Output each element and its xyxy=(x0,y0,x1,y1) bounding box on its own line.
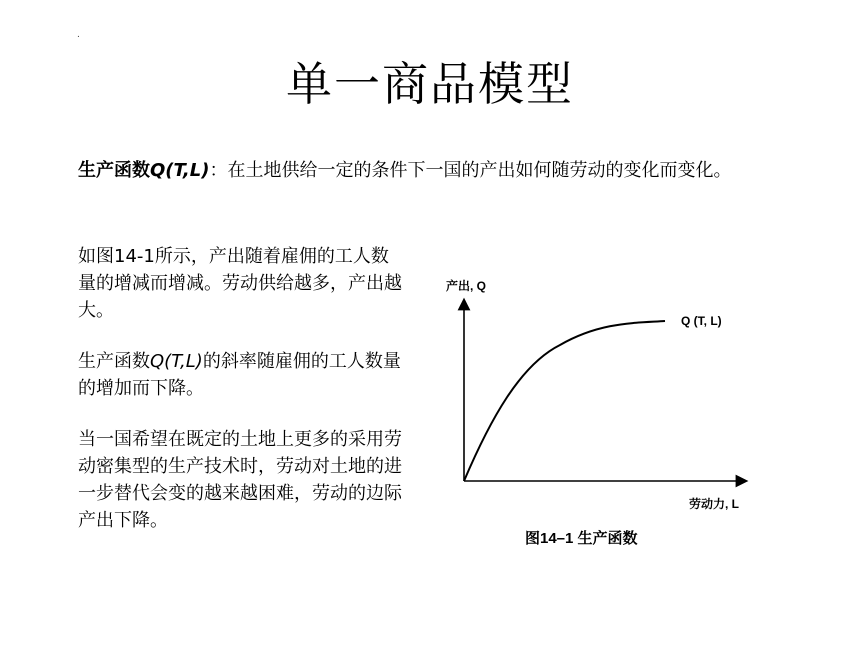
definition-symbol: Q(T,L) xyxy=(150,160,210,181)
paragraph-slope xyxy=(78,348,403,402)
x-axis-label: 劳动力, L xyxy=(689,497,739,511)
para1-figref: 14-1 xyxy=(114,246,155,267)
figure-caption: 图14–1 生产函数 xyxy=(525,530,638,547)
production-curve xyxy=(464,321,665,481)
definition-colon: ： xyxy=(209,160,228,181)
para2-pre: 生产函数 xyxy=(78,351,150,372)
definition-body: 在土地供给一定的条件下一国的产出如何随劳动的变化而变化。 xyxy=(227,160,732,181)
para2-post: 的斜率随雇佣的工人数量的增加而下降。 xyxy=(78,351,401,399)
para1-post: 所示，产出随着雇佣的工人数量的增减而增减。劳动供给越多，产出越大。 xyxy=(78,246,402,321)
y-axis-label: 产出, Q xyxy=(446,279,487,293)
slide-title: 单一商品模型 xyxy=(286,57,574,111)
paragraph-figure-description xyxy=(78,243,403,324)
paragraph-diminishing-returns: 当一国希望在既定的土地上更多的采用劳动密集型的生产技术时，劳动对土地的进一步替代会变的越来越困难，劳动的边际产出下降。 xyxy=(78,429,402,531)
para1-pre: 如图 xyxy=(78,246,114,267)
production-function-figure xyxy=(430,270,760,515)
definition-paragraph xyxy=(78,157,778,184)
curve-label: Q (T, L) xyxy=(681,314,722,328)
definition-term: 生产函数 xyxy=(78,160,150,181)
para2-symbol: Q(T,L) xyxy=(150,351,203,372)
slide-dot: . xyxy=(77,30,80,40)
